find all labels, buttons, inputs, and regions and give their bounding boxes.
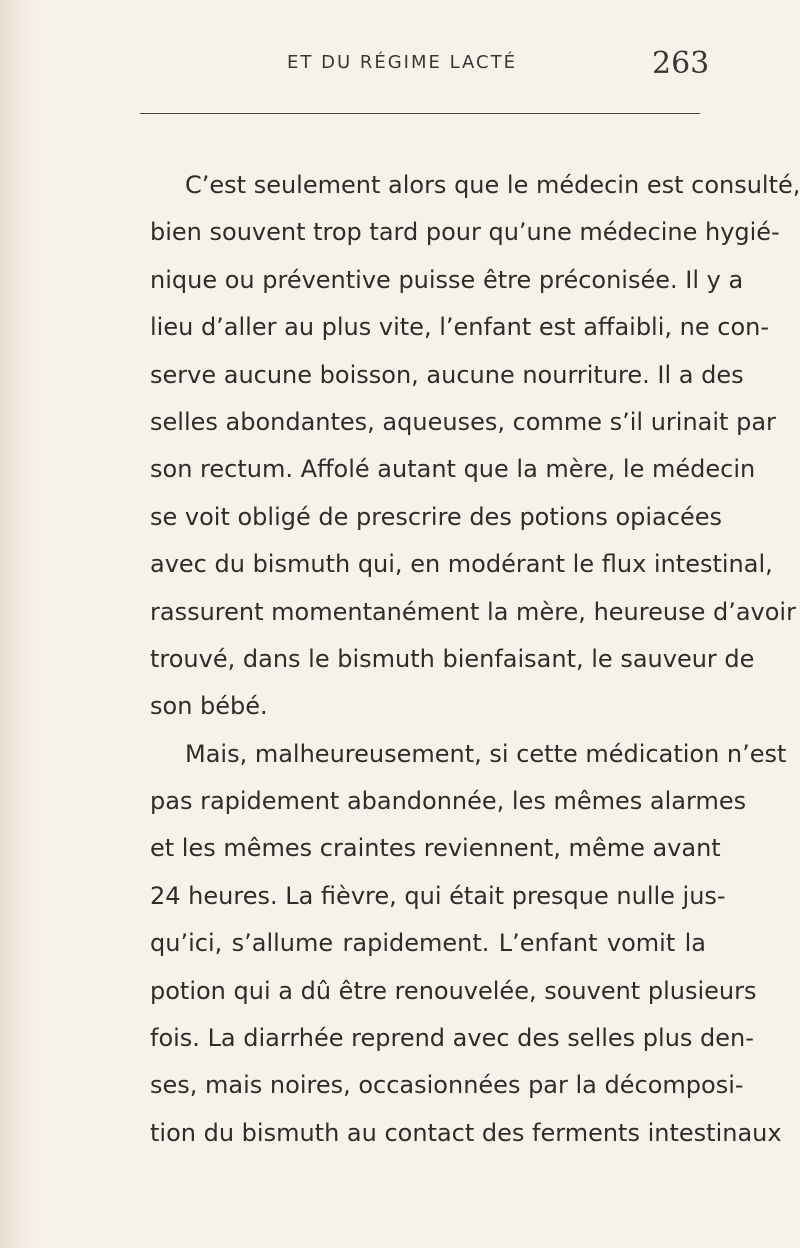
running-header-title: ET DU RÉGIME LACTÉ bbox=[287, 52, 517, 73]
text-line-4: lieu d’aller au plus vite, l’enfant est affaibli, ne con- bbox=[150, 313, 769, 342]
text-line-12: son bébé. bbox=[150, 692, 268, 721]
text-line-8: se voit obligé de prescrire des potions opiacées bbox=[150, 502, 722, 531]
text-line-19: fois. La diarrhée reprend avec des selles plus den- bbox=[150, 1024, 754, 1053]
text-line-10: rassurent momentanément la mère, heureuse d’avoir bbox=[150, 597, 796, 626]
header-rule bbox=[140, 113, 700, 114]
text-line-2: bien souvent trop tard pour qu’une médecine hygié- bbox=[150, 218, 780, 247]
text-line-6: selles abondantes, aqueuses, comme s’il urinait par bbox=[150, 407, 776, 436]
text-line-9: avec du bismuth qui, en modérant le flux intestinal, bbox=[150, 550, 773, 579]
text-line-5: serve aucune boisson, aucune nourriture. Il a des bbox=[150, 360, 744, 389]
text-line-21: tion du bismuth au contact des ferments intestinaux bbox=[150, 1118, 782, 1147]
text-line-18: potion qui a dû être renouvelée, souvent plusieurs bbox=[150, 976, 757, 1005]
page-binding-shadow bbox=[0, 0, 40, 1248]
text-line-11: trouvé, dans le bismuth bienfaisant, le sauveur de bbox=[150, 644, 755, 673]
text-line-17: qu’ici, s’allume rapidement. L’enfant vomit la bbox=[150, 929, 706, 958]
text-line-13: Mais, malheureusement, si cette médication n’est bbox=[185, 739, 787, 768]
text-line-1: C’est seulement alors que le médecin est consulté, bbox=[185, 171, 800, 199]
text-line-14: pas rapidement abandonnée, les mêmes alarmes bbox=[150, 787, 747, 816]
text-line-7: son rectum. Affolé autant que la mère, le médecin bbox=[150, 455, 756, 484]
text-line-3: nique ou préventive puisse être préconisée. Il y a bbox=[150, 265, 744, 294]
text-line-15: et les mêmes craintes reviennent, même avant bbox=[150, 834, 721, 863]
page-number: 263 bbox=[652, 46, 710, 81]
text-line-16: 24 heures. La fièvre, qui était presque nulle jus- bbox=[150, 881, 726, 910]
body-text bbox=[150, 162, 800, 1157]
text-line-20: ses, mais noires, occasionnées par la décomposi- bbox=[150, 1071, 744, 1100]
